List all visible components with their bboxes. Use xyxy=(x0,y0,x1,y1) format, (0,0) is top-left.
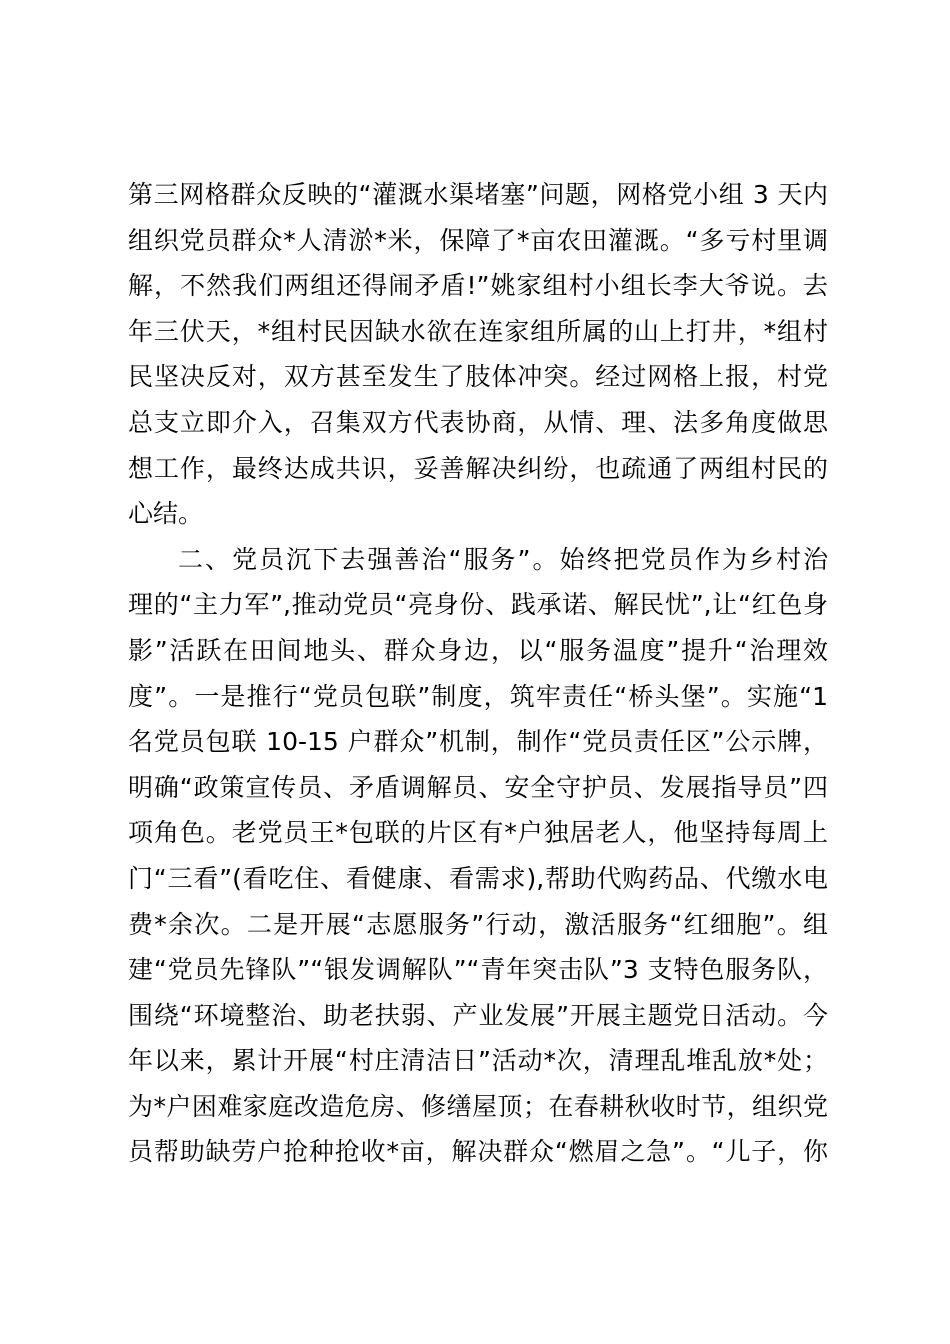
text-line: 围绕“环境整治、助老扶弱、产业发展”开展主题党日活动。今 xyxy=(128,1000,828,1030)
text-line: 组织党员群众*人清淤*米，保障了*亩农田灌溉。“多亏村里调 xyxy=(128,225,828,255)
text-line: 年三伏天，*组村民因缺水欲在连家组所属的山上打井，*组村 xyxy=(128,316,828,346)
text-line: 总支立即介入，召集双方代表协商，从情、理、法多角度做思 xyxy=(128,407,828,437)
document-body xyxy=(128,172,828,1175)
text-line: 解，不然我们两组还得闹矛盾!”姚家组村小组长李大爷说。去 xyxy=(128,271,828,301)
text-line: 明确“政策宣传员、矛盾调解员、安全守护员、发展指导员”四 xyxy=(128,772,828,802)
text-line: 门“三看”(看吃住、看健康、看需求),帮助代购药品、代缴水电 xyxy=(128,863,828,893)
section-heading-line: 二、党员沉下去强善治“服务”。始终把党员作为乡村治 xyxy=(178,544,828,574)
text-line: 想工作，最终达成共识，妥善解决纠纷，也疏通了两组村民的 xyxy=(128,453,828,483)
text-line: 民坚决反对，双方甚至发生了肢体冲突。经过网格上报，村党 xyxy=(128,362,828,392)
text-line: 影”活跃在田间地头、群众身边，以“服务温度”提升“治理效 xyxy=(128,635,828,665)
text-line: 员帮助缺劳户抢种抢收*亩，解决群众“燃眉之急”。“儿子，你 xyxy=(128,1137,828,1167)
text-line: 为*户困难家庭改造危房、修缮屋顶；在春耕秋收时节，组织党 xyxy=(128,1091,828,1121)
text-line: 建“党员先锋队”“银发调解队”“青年突击队”3 支特色服务队， xyxy=(128,955,828,985)
text-line: 项角色。老党员王*包联的片区有*户独居老人，他坚持每周上 xyxy=(128,818,828,848)
text-line: 理的“主力军”,推动党员“亮身份、践承诺、解民忧”,让“红色身 xyxy=(128,590,828,620)
text-line: 第三网格群众反映的“灌溉水渠堵塞”问题，网格党小组 3 天内 xyxy=(128,180,828,209)
text-line: 费*余次。二是开展“志愿服务”行动，激活服务“红细胞”。组 xyxy=(128,909,828,939)
text-line: 度”。一是推行“党员包联”制度，筑牢责任“桥头堡”。实施“1 xyxy=(128,681,828,711)
paragraph-grid-dispute xyxy=(128,172,828,537)
text-line: 心结。 xyxy=(128,499,204,529)
text-line: 名党员包联 10-15 户群众”机制，制作“党员责任区”公示牌， xyxy=(128,727,828,757)
text-line: 年以来，累计开展“村庄清洁日”活动*次，清理乱堆乱放*处； xyxy=(128,1046,828,1076)
paragraph-party-member-service xyxy=(128,537,828,1175)
